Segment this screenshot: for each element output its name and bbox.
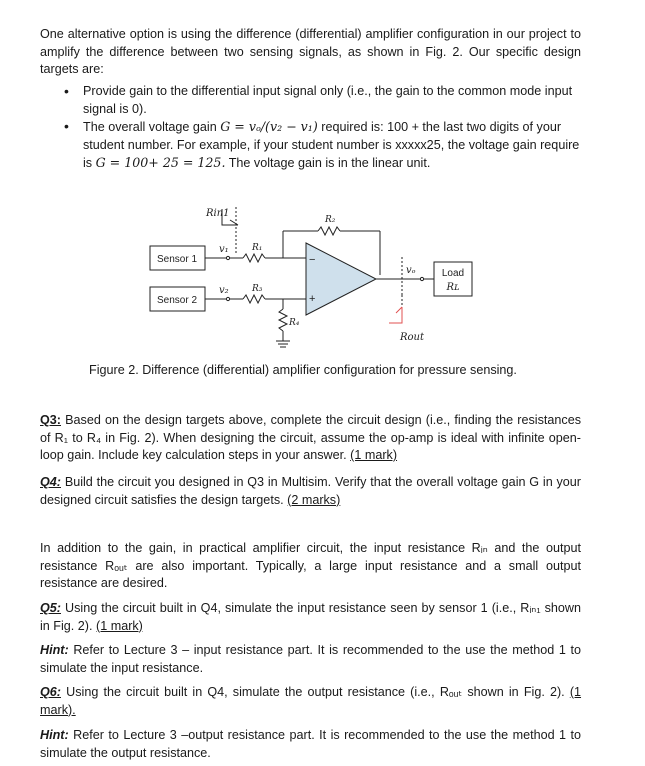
resistance-paragraph xyxy=(40,540,581,593)
r4-label: R₄ xyxy=(289,318,300,328)
minus-sign: − xyxy=(309,254,316,266)
v2-label: v₂ xyxy=(219,285,229,296)
r2-label: R₂ xyxy=(325,215,336,225)
r1-resistor xyxy=(243,254,265,262)
op-amp xyxy=(306,243,376,315)
bullet-2-prefix: The overall voltage gain xyxy=(83,120,217,134)
q3-label: Q3: xyxy=(40,413,61,427)
figure-caption: Figure 2. Difference (differential) amplifier configuration for pressure sensing. xyxy=(89,363,517,377)
hint-2-label: Hint: xyxy=(40,728,69,742)
r2-resistor xyxy=(318,227,340,235)
q5-label: Q5: xyxy=(40,601,61,615)
list-item xyxy=(64,83,582,118)
q6-label: Q6: xyxy=(40,685,61,699)
intro-paragraph xyxy=(40,26,581,79)
list-item xyxy=(64,118,582,173)
gain-example: G = 100+ 25 = 125. xyxy=(95,155,226,170)
bullet-1-text: Provide gain to the differential input signal only (i.e., the gain to the common mode input signal is 0). xyxy=(83,84,573,116)
r4-resistor xyxy=(279,309,287,331)
q3-marks: (1 mark) xyxy=(350,448,398,462)
q4-paragraph xyxy=(40,474,581,509)
q4-text: Build the circuit you designed in Q3 in Multisim. Verify that the overall voltage gain G in your designed circuit satisfies the design targets. xyxy=(40,475,581,507)
hint-2-text: Refer to Lecture 3 –output resistance part. It is recommended to the use the method 1 to simulate the output resistance. xyxy=(40,728,582,760)
r3-resistor xyxy=(243,295,265,303)
q6-text: Using the circuit built in Q4, simulate the output resistance (i.e., Rₒᵤₜ shown in Fig. 2). xyxy=(66,685,565,699)
rin1-label: Rin1 xyxy=(206,208,230,219)
hint-1-paragraph xyxy=(40,642,581,677)
r3-label: R₃ xyxy=(252,284,263,294)
rout-label: Rout xyxy=(400,332,425,343)
q5-text: Using the circuit built in Q4, simulate the input resistance seen by sensor 1 (i.e., Rᵢₙ₁ shown in Fig. 2). xyxy=(40,601,581,633)
hint-1-text: Refer to Lecture 3 – input resistance part. It is recommended to the use the method 1 to simulate the input resistance. xyxy=(40,643,581,675)
gain-formula: G = vₒ/(v₂ − v₁) xyxy=(220,119,318,134)
q5-marks: (1 mark) xyxy=(96,618,143,633)
v1-label: v₁ xyxy=(219,244,229,255)
q6-paragraph xyxy=(40,684,581,719)
difference-amplifier-circuit xyxy=(0,195,645,355)
q5-paragraph xyxy=(40,600,581,635)
hint-1-label: Hint: xyxy=(40,643,69,657)
bullet-2-suffix: required is: 100 + the last two digits of your student number. For example, if your student number is xxxxx25, the voltage gain require is xyxy=(83,120,580,170)
sensor-2-label: Sensor 2 xyxy=(156,295,198,306)
sensor-1-label: Sensor 1 xyxy=(156,254,198,265)
q4-marks: (2 marks) xyxy=(287,492,341,507)
resistance-text: In addition to the gain, in practical amplifier circuit, the input resistance Rᵢₙ and the output resistance Rₒᵤₜ are also important. Typically, a large input resistance and a small output resistance are desired. xyxy=(40,541,581,590)
q4-label: Q4: xyxy=(40,475,61,489)
plus-sign: + xyxy=(309,293,316,305)
q6-marks: (1 mark). xyxy=(40,685,582,717)
load-label: Load xyxy=(441,268,465,279)
design-targets-list xyxy=(64,83,582,173)
bullet-2-tail: The voltage gain is in the linear unit. xyxy=(228,156,431,170)
q3-paragraph xyxy=(40,412,581,465)
intro-text: One alternative option is using the difference (differential) amplifier configuration in our project to amplify the difference between two sensing signals, as shown in Fig. 2. Our specific design targets are: xyxy=(40,27,581,76)
load-rl-label: Rʟ xyxy=(446,282,460,293)
r1-label: R₁ xyxy=(252,243,263,253)
q3-text: Based on the design targets above, complete the circuit design (i.e., finding the resistances of R₁ to R₄ in Fig. 2). When designing the circuit, assume the op-amp is ideal with infinite open-loop gain. Include key calculation steps in your answer. xyxy=(40,413,581,462)
vo-label: vₒ xyxy=(406,265,416,276)
hint-2-paragraph xyxy=(40,727,581,762)
